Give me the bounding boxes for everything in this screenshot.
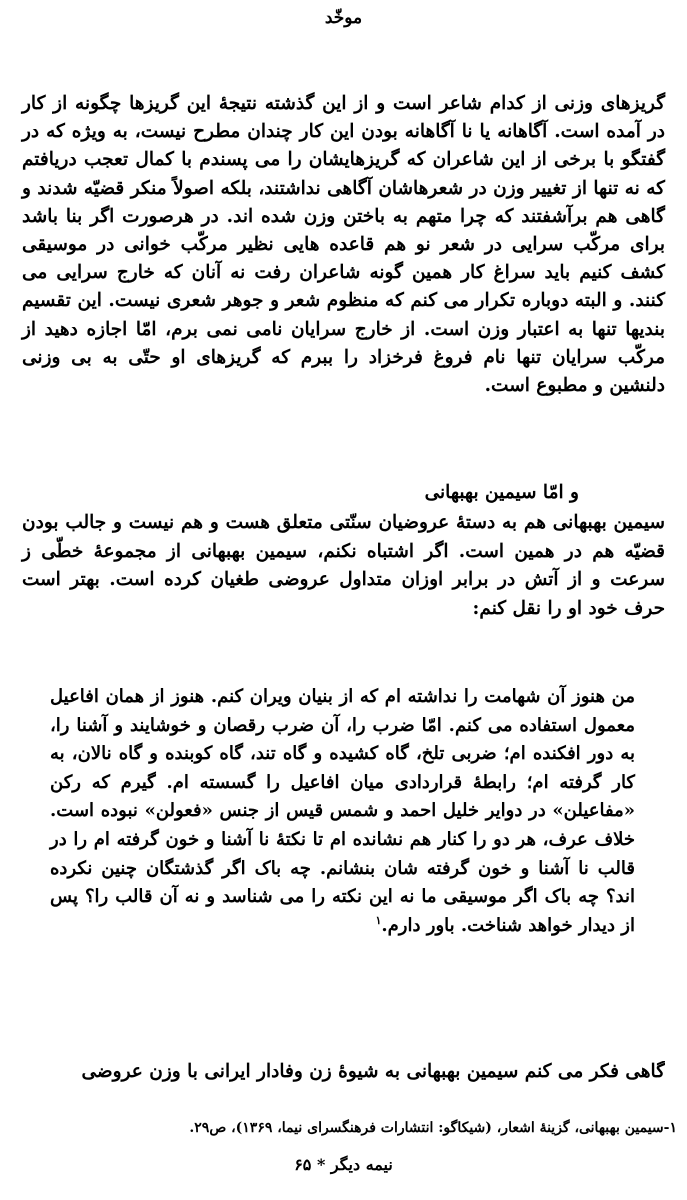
footnote: ۱-سیمین بهبهانی، گزینهٔ اشعار، (شیکاگو: انتشارات فرهنگسرای نیما، ۱۳۶۹)، ص۲۹.	[189, 1120, 677, 1136]
block-quote	[50, 683, 635, 940]
page-footer-label: نیمه دیگر * ۶۵	[294, 1155, 393, 1174]
body-paragraph-1: گریزهای وزنی از کدام شاعر است و از این گذشته نتیجهٔ این گریزها چگونه از کار در آمده است. آگاهانه یا نا آگاهانه بودن این کار چندان مطرح نیست، به ویژه که در گفتگو با برخی از این شاعران که گریزهایشان را می پسندم با کمال تعجب دریافتم که نه تنها از تغییر وزن در شعرهاشان آگاهی نداشتند، بلکه اصولاً منکر قضیّه شدند و گاهی هم برآشفتند که چرا متهم به باختن وزن شده اند. در هرصورت اگر بنا باشد برای مرکّب سرایی در شعر نو هم قاعده هایی نظیر مرکّب خوانی در موسیقی کشف کنیم باید سراغ کار همین گونه شاعران رفت نه آنان که خارج سرایی می کنند. و البته دوباره تکرار می کنم که منظوم شعر و جوهر شعری نیست. این تقسیم بندیها تنها به اعتبار وزن است. از خارج سرایان نامی نمی برم، امّا اجازه دهید از مرکّب سرایان تنها نام فروغ فرخزاد را ببرم که گریزهای او حتّی به بی وزنی دلنشین و مطبوع است.	[22, 93, 665, 397]
closing-line: گاهی فکر می کنم سیمین بهبهانی به شیوهٔ زن وفادار ایرانی با وزن عروضی	[81, 1061, 665, 1082]
page-header: موخّد	[324, 8, 363, 28]
block-quote-text: من هنوز آن شهامت را نداشته ام که از بنیان ویران کنم. هنوز از همان افاعیل معمول استفاده می کنم. امّا ضرب را، آن ضرب رقصان و خوشایند و آشنا را، به دور افکنده ام؛ ضربی تلخ، گاه کشیده و گاه تند، گاه کوبنده و گاه نالان، به کار گرفته ام؛ رابطهٔ قراردادی میان افاعیل را گسسته ام. گیرم که رکن «مفاعیلن» در دوایر خلیل احمد و شمس قیس از جنس «فعولن» نبوده است. خلاف عرف، هر دو را کنار هم نشانده ام تا نکتهٔ نا آشنا و خون گرفته ام را در قالب نا آشنا و خون گرفته شان بنشانم. چه باک اگر گذشتگان چنین نکرده اند؟ چه باک اگر موسیقی ما نه این نکته را می شناسد و نه آن قالب را؟ پس از دیدار خواهد شناخت. باور دارم.	[50, 686, 635, 936]
body-paragraph-2: سیمین بهبهانی هم به دستهٔ عروضیان سنّتی متعلق هست و هم نیست و جالب بودن قضیّه هم در همین است. اگر اشتباه نکنم، سیمین بهبهانی از مجموعهٔ خطّی ز سرعت و از آتش در برابر اوزان متداول عروضی طغیان کرده است. بهتر است حرف خود او را نقل کنم:	[22, 512, 665, 619]
section-subheading: و امّا سیمین بهبهانی	[424, 482, 579, 503]
footnote-reference: ۱	[375, 913, 382, 927]
